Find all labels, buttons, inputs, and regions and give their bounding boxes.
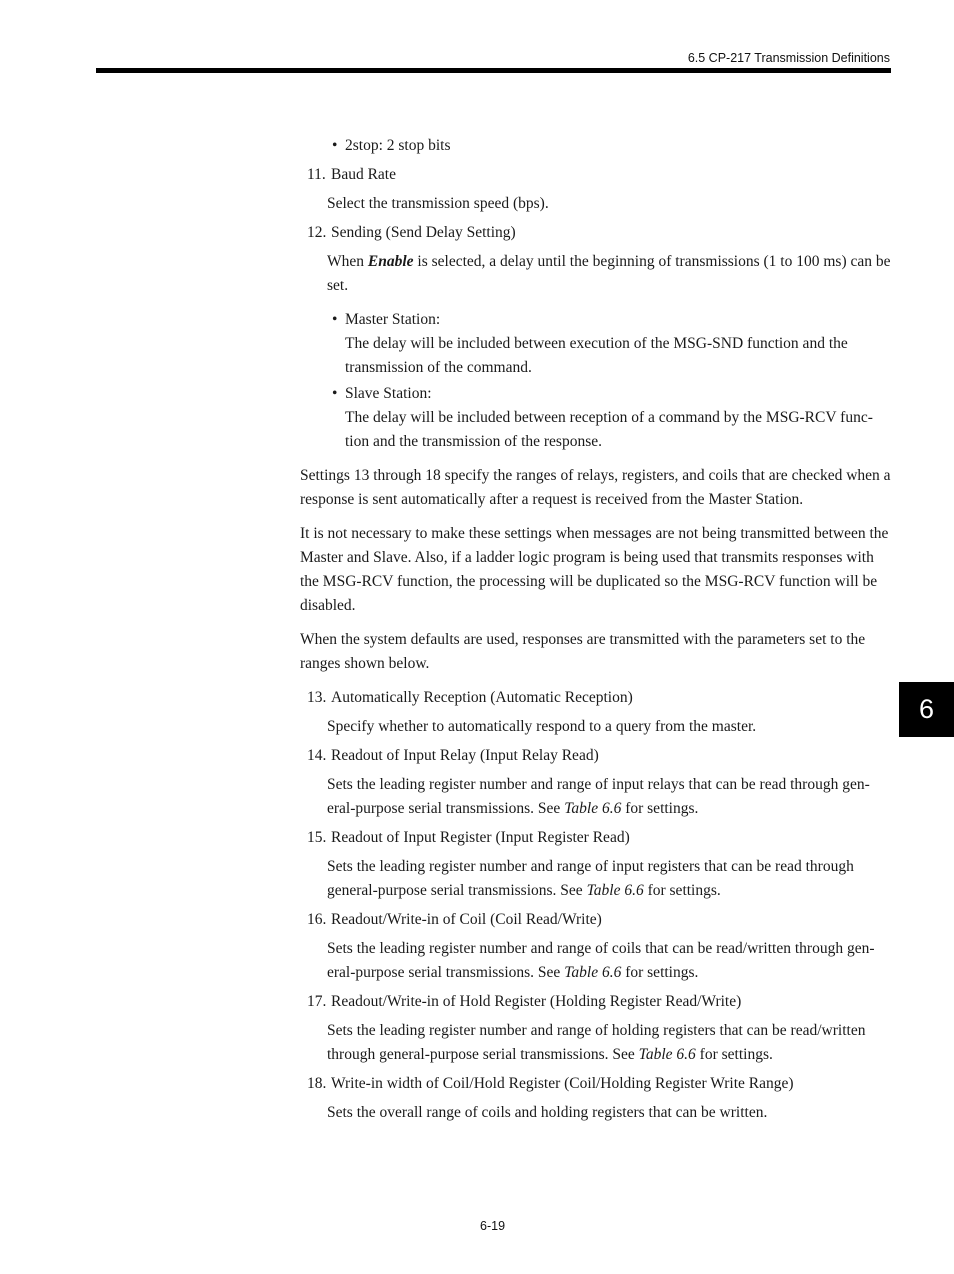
item-number: 16.	[307, 911, 327, 928]
item-title: Readout/Write-in of Hold Register (Holding Register Read/Write)	[331, 993, 742, 1010]
header-rule	[96, 68, 891, 73]
bullet-icon: •	[332, 137, 338, 154]
item-title: Write-in width of Coil/Hold Register (Coil/Holding Register Write Range)	[331, 1075, 794, 1092]
bullet-label: Master Station:	[345, 311, 441, 328]
bullet-text: The delay will be included between reception of a command by the MSG-RCV func-tion and the transmission of the response.	[345, 409, 873, 450]
bullet-slave-station	[300, 382, 891, 454]
bullet-2stop	[300, 134, 891, 158]
item-14-description	[300, 773, 891, 821]
table-reference: Table 6.6	[586, 882, 644, 899]
enable-keyword: Enable	[367, 253, 414, 270]
item-13-description: Specify whether to automatically respond to a query from the master.	[327, 718, 757, 735]
item-title: Sending (Send Delay Setting)	[331, 224, 516, 241]
desc-text: Sets the leading register number and range of input relays that can be read through gen-eral-purpose serial transmissions. See	[327, 776, 870, 817]
desc-text: is selected, a delay until the beginning of transmissions (1 to 100 ms) can be set.	[327, 253, 891, 294]
item-number: 13.	[307, 689, 327, 706]
bullet-icon: •	[332, 385, 338, 402]
item-11-description: Select the transmission speed (bps).	[327, 195, 549, 212]
item-number: 15.	[307, 829, 327, 846]
item-17-heading	[300, 990, 891, 1014]
bullet-text: The delay will be included between execution of the MSG-SND function and the transmission of the command.	[345, 335, 848, 376]
item-number: 14.	[307, 747, 327, 764]
item-12-heading	[300, 221, 891, 245]
chapter-tab: 6	[899, 682, 954, 737]
desc-text: for settings.	[621, 964, 699, 981]
desc-text: for settings.	[695, 1046, 773, 1063]
page-body	[300, 134, 891, 1125]
item-number: 12.	[307, 224, 327, 241]
item-title: Automatically Reception (Automatic Reception)	[331, 689, 633, 706]
desc-text: When	[327, 253, 368, 270]
paragraph-settings-range: Settings 13 through 18 specify the ranges of relays, registers, and coils that are checked when a response is sent automatically after a request is received from the Master Station.	[300, 467, 891, 508]
item-15-description	[300, 855, 891, 903]
item-18-description: Sets the overall range of coils and holding registers that can be written.	[327, 1104, 768, 1121]
desc-text: Sets the leading register number and range of input registers that can be read through general-purpose serial transmissions. See	[327, 858, 854, 899]
bullet-label: Slave Station:	[345, 385, 432, 402]
page-number: 6-19	[480, 1219, 506, 1233]
bullet-master-station	[300, 308, 891, 380]
bullet-text: 2stop: 2 stop bits	[345, 137, 451, 154]
desc-text: Sets the leading register number and range of coils that can be read/written through gen-eral-purpose serial transmissions. See	[327, 940, 875, 981]
bullet-icon: •	[332, 311, 338, 328]
item-15-heading	[300, 826, 891, 850]
table-reference: Table 6.6	[564, 964, 622, 981]
item-16-description	[300, 937, 891, 985]
desc-text: for settings.	[621, 800, 699, 817]
item-number: 11.	[307, 166, 326, 183]
item-number: 17.	[307, 993, 327, 1010]
item-17-description	[300, 1019, 891, 1067]
item-16-heading	[300, 908, 891, 932]
item-14-heading	[300, 744, 891, 768]
desc-text: for settings.	[643, 882, 721, 899]
item-13-heading	[300, 686, 891, 710]
paragraph-not-necessary: It is not necessary to make these settings when messages are not being transmitted between the Master and Slave. Also, if a ladder logic program is being used that transmits responses with the MSG-RCV function, the processing will be duplicated so the MSG-RCV function will be disabled.	[300, 525, 889, 614]
paragraph-system-defaults: When the system defaults are used, responses are transmitted with the parameters set to the ranges shown below.	[300, 631, 866, 672]
item-12-description	[300, 250, 891, 298]
item-18-heading	[300, 1072, 891, 1096]
item-number: 18.	[307, 1075, 327, 1092]
item-title: Readout of Input Register (Input Register Read)	[331, 829, 630, 846]
section-header-title: 6.5 CP-217 Transmission Definitions	[687, 51, 890, 65]
item-title: Baud Rate	[331, 166, 396, 183]
table-reference: Table 6.6	[564, 800, 622, 817]
table-reference: Table 6.6	[638, 1046, 696, 1063]
item-title: Readout/Write-in of Coil (Coil Read/Write)	[331, 911, 602, 928]
item-title: Readout of Input Relay (Input Relay Read)	[331, 747, 599, 764]
desc-text: Sets the leading register number and range of holding registers that can be read/written through general-purpose serial transmissions. See	[327, 1022, 866, 1063]
item-11-heading	[300, 163, 891, 187]
